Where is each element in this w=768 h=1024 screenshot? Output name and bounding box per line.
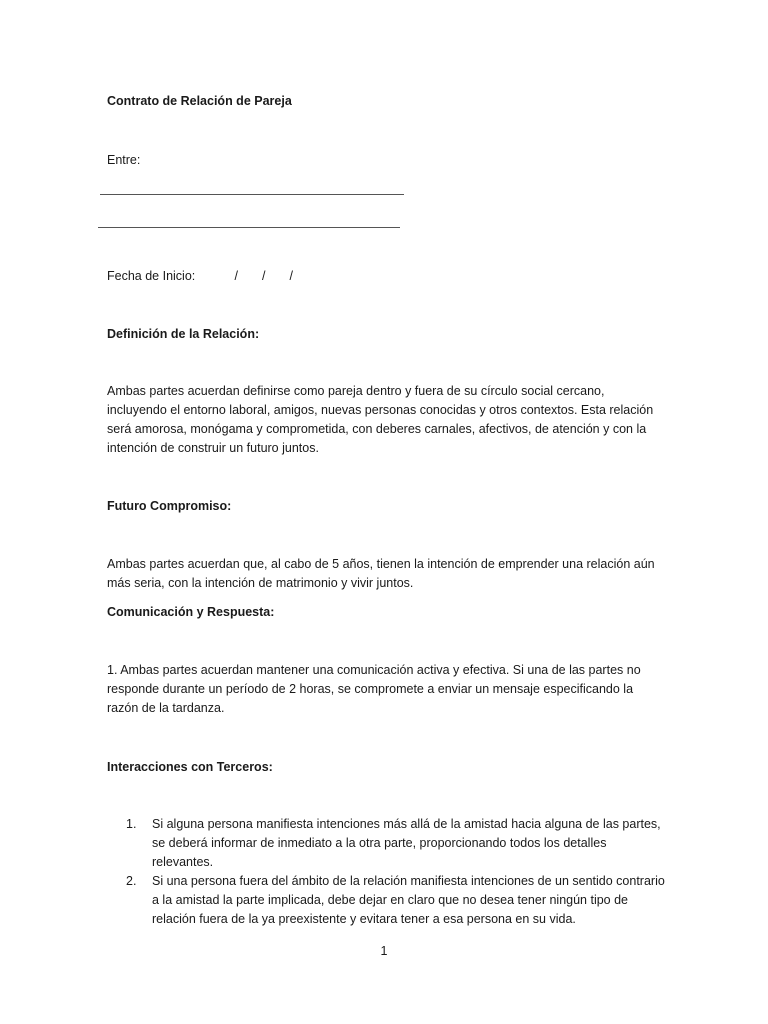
- date-separator: /: [234, 269, 238, 283]
- date-separator: /: [261, 269, 266, 283]
- definition-text: Ambas partes acuerdan definirse como pareja dentro y fuera de su círculo social cercano, incluyendo el entorno laboral, amigos, nuevas personas conocidas y otros contextos. Esta relación será amorosa, monógama y comprometida, con deberes carnales, afectivos, de atención y con la intención de construir un futuro juntos.: [107, 384, 654, 455]
- future-text: Ambas partes acuerdan que, al cabo de 5 años, tienen la intención de emprender una relación aún más seria, con la intención de matrimonio y vivir juntos.: [107, 557, 655, 590]
- page-number: 1: [380, 944, 388, 958]
- definition-heading: Definición de la Relación:: [107, 327, 260, 341]
- third-parties-heading: Interacciones con Terceros:: [107, 760, 273, 774]
- third-parties-list: [126, 815, 666, 929]
- document-title: Contrato de Relación de Pareja: [107, 94, 292, 108]
- future-heading: Futuro Compromiso:: [107, 499, 232, 513]
- party-two-signature-line: [98, 227, 400, 228]
- start-date-row: [107, 267, 303, 286]
- list-item: 2. Si una persona fuera del ámbito de la relación manifiesta intenciones de un sentido contrario a la amistad la parte implicada, debe dejar en claro que no desea tener ningún tipo de relación fuera de la ya preexistente y evitara tener a esa persona en su vida.: [126, 874, 665, 926]
- start-date-label: Fecha de Inicio:: [107, 269, 196, 283]
- communication-heading: Comunicación y Respuesta:: [107, 605, 275, 619]
- date-separator: /: [289, 269, 293, 283]
- list-item: 1. Si alguna persona manifiesta intenciones más allá de la amistad hacia alguna de las partes, se deberá informar de inmediato a la otra parte, proporcionando todos los detalles relevantes.: [126, 817, 661, 869]
- communication-text: 1. Ambas partes acuerdan mantener una comunicación activa y efectiva. Si una de las partes no responde durante un período de 2 horas, se compromete a enviar un mensaje especificando la razón de la tardanza.: [107, 663, 641, 715]
- party-one-signature-line: [100, 194, 404, 195]
- between-label: Entre:: [107, 153, 141, 167]
